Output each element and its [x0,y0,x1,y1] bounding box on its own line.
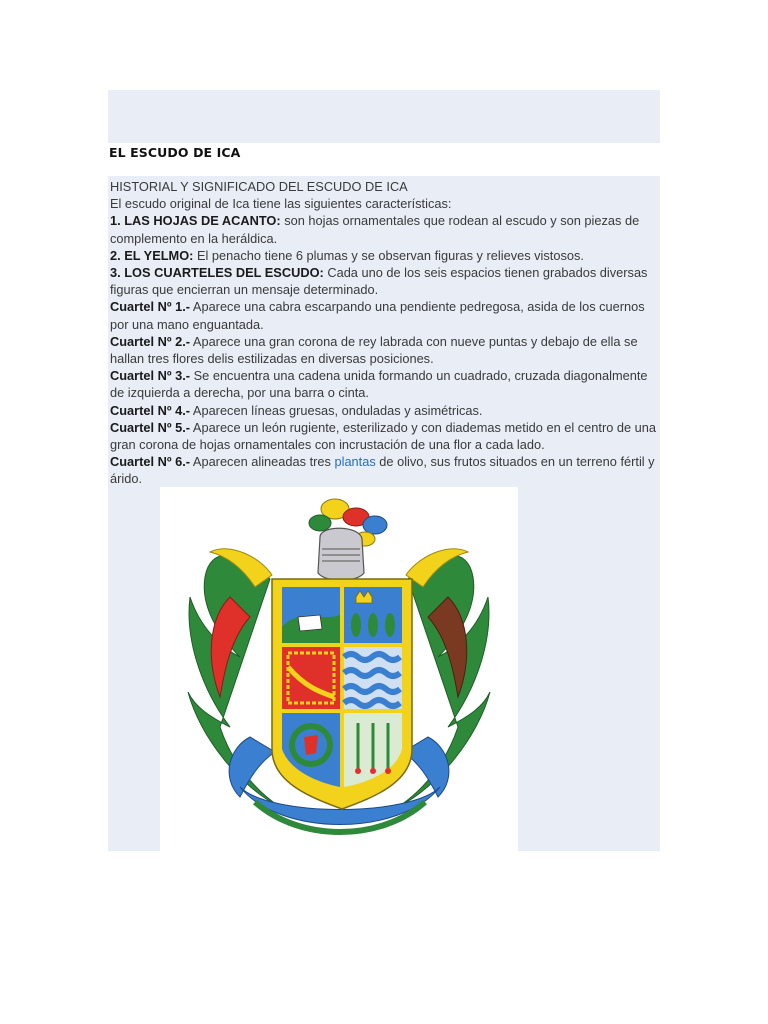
item-text: El penacho tiene 6 plumas y se observan figuras y relieves vistosos. [193,247,584,263]
item-text: de olivo, sus frutos situados en un terreno fértil y árido. [110,454,655,487]
item-text: Aparece una gran corona de rey labrada con nueve puntas y debajo de ella se hallan tres flores delis estilizadas en diversas posiciones. [110,333,638,367]
page-title: EL ESCUDO DE ICA [109,145,241,160]
top-banner-band [108,90,660,143]
plantas-link[interactable]: plantas [334,454,376,470]
acanthus-left [188,549,280,807]
item-text: Aparecen alineadas tres [190,454,335,470]
content-panel [108,176,660,851]
item-text: Se encuentra una cadena unida formando un cuadrado, cruzada diagonalmente de izquierda a derecha, por una barra o cinta. [110,368,648,401]
item-label: Cuartel Nº 4.- [110,402,191,418]
item-paragraph [110,333,658,367]
intro-paragraph: El escudo original de Ica tiene las siguientes características: [110,196,452,212]
item-paragraph [110,212,658,246]
item-text: Aparece una cabra escarpando una pendiente pedregosa, asida de los cuernos por una mano enguantada. [110,299,645,332]
item-label: Cuartel Nº 3.- [110,368,191,384]
section-heading: HISTORIAL Y SIGNIFICADO DEL ESCUDO DE ICA [110,179,408,194]
helmet [318,528,364,580]
item-paragraph [110,298,658,332]
item-text: Aparece un león rugiente, esterilizado y con diademas metido en el centro de una gran corona de hojas ornamentales con incrustación de una flor a cada lado. [110,419,657,453]
item-text: son hojas ornamentales que rodean al escudo y son piezas de complemento en la heráldica. [110,213,640,246]
item-paragraph [110,453,658,487]
coat-of-arms-drawing [160,487,518,851]
item-paragraph [110,367,658,401]
item-paragraph [110,419,658,453]
body-text [110,178,658,488]
item-label: Cuartel Nº 5.- [110,419,191,435]
item-paragraph [110,402,658,419]
item-label: 1. LAS HOJAS DE ACANTO: [110,213,281,229]
item-paragraph [110,247,658,264]
item-label: Cuartel Nº 2.- [110,333,191,349]
coat-of-arms-image [160,487,518,851]
item-label: 2. EL YELMO: [110,247,194,263]
item-label: Cuartel Nº 6.- [110,454,191,470]
item-text: Aparecen líneas gruesas, onduladas y asimétricas. [190,402,483,418]
shield [272,579,412,809]
item-label: 3. LOS CUARTELES DEL ESCUDO: [110,265,324,281]
item-label: Cuartel Nº 1.- [110,299,191,315]
item-text: Cada uno de los seis espacios tienen grabados diversas figuras que encierran un mensaje determinado. [110,265,648,298]
item-paragraph [110,264,658,298]
